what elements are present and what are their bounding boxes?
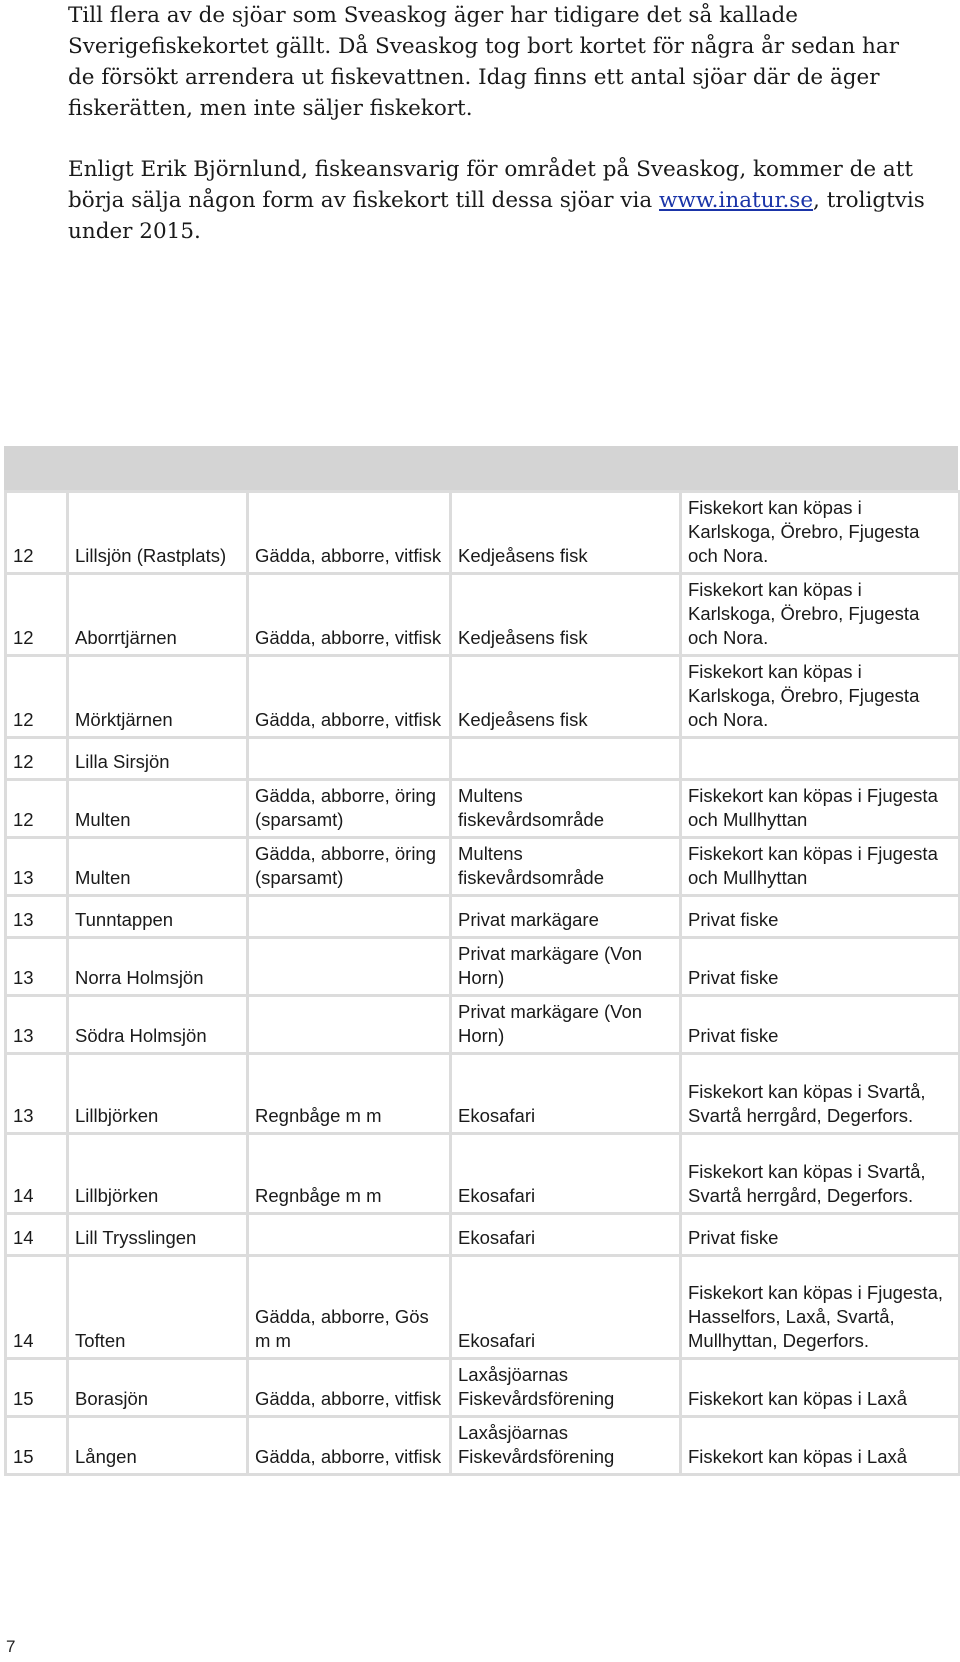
lake-name-cell: Lången [68,1417,248,1475]
row-number-cell: 12 [6,780,68,838]
fishing-rights-cell: Multens fiskevårdsområde [451,780,681,838]
table-row [6,780,960,838]
lake-name-cell: Multen [68,780,248,838]
table-row [6,492,960,574]
permit-info-cell: Fiskekort kan köpas i Karlskoga, Örebro, Fjugesta och Nora. [681,656,960,738]
fish-species-cell: Regnbåge m m [248,1054,451,1134]
table-header-bar [4,446,958,490]
fishing-rights-cell: Ekosafari [451,1256,681,1359]
fishing-waters-table-container [4,446,958,1476]
row-number-cell: 13 [6,838,68,896]
lake-name-cell: Aborrtjärnen [68,574,248,656]
lake-name-cell: Tunntappen [68,896,248,938]
fish-species-cell [248,996,451,1054]
row-number-cell: 12 [6,492,68,574]
permit-info-cell: Fiskekort kan köpas i Karlskoga, Örebro, Fjugesta och Nora. [681,492,960,574]
permit-info-cell [681,738,960,780]
table-row [6,996,960,1054]
row-number-cell: 12 [6,656,68,738]
page-number: 7 [6,1637,16,1656]
table-row [6,656,960,738]
permit-info-cell: Fiskekort kan köpas i Svartå, Svartå herrgård, Degerfors. [681,1054,960,1134]
table-row [6,896,960,938]
permit-info-cell: Fiskekort kan köpas i Karlskoga, Örebro, Fjugesta och Nora. [681,574,960,656]
permit-info-cell: Fiskekort kan köpas i Laxå [681,1417,960,1475]
table-row [6,1214,960,1256]
intro-paragraph-2 [68,154,928,247]
fish-species-cell [248,938,451,996]
table-row [6,1256,960,1359]
fish-species-cell: Gädda, abborre, vitfisk [248,1359,451,1417]
fish-species-cell [248,896,451,938]
intro-paragraph-2-end: , troligtvis under 2015. [68,188,925,244]
fishing-rights-cell: Privat markägare (Von Horn) [451,938,681,996]
table-row [6,1134,960,1214]
row-number-cell: 13 [6,996,68,1054]
permit-info-cell: Privat fiske [681,996,960,1054]
row-number-cell: 13 [6,1054,68,1134]
row-number-cell: 12 [6,738,68,780]
permit-info-cell: Privat fiske [681,1214,960,1256]
fish-species-cell: Gädda, abborre, öring (sparsamt) [248,838,451,896]
fish-species-cell [248,1214,451,1256]
table-row [6,1417,960,1475]
fishing-rights-cell: Kedjeåsens fisk [451,492,681,574]
fishing-rights-cell: Kedjeåsens fisk [451,574,681,656]
lake-name-cell: Mörktjärnen [68,656,248,738]
table-row [6,1359,960,1417]
permit-info-cell: Privat fiske [681,896,960,938]
intro-text [68,0,928,247]
table-row [6,838,960,896]
row-number-cell: 13 [6,896,68,938]
row-number-cell: 15 [6,1359,68,1417]
fish-species-cell [248,738,451,780]
fishing-rights-cell [451,738,681,780]
inatur-link[interactable]: www.inatur.se [659,188,814,213]
permit-info-cell: Fiskekort kan köpas i Fjugesta, Hasselfors, Laxå, Svartå, Mullhyttan, Degerfors. [681,1256,960,1359]
row-number-cell: 13 [6,938,68,996]
table-row [6,738,960,780]
fishing-rights-cell: Ekosafari [451,1054,681,1134]
row-number-cell: 12 [6,574,68,656]
row-number-cell: 14 [6,1256,68,1359]
table-body [6,492,960,1475]
intro-paragraph-2-start: Enligt Erik Björnlund, fiskeansvarig för området på Sveaskog, kommer de att börja sälja någon form av fiskekort till dessa sjöar via [68,157,913,213]
fish-species-cell: Gädda, abborre, vitfisk [248,492,451,574]
fishing-rights-cell: Privat markägare [451,896,681,938]
permit-info-cell: Privat fiske [681,938,960,996]
intro-paragraph-1: Till flera av de sjöar som Sveaskog äger har tidigare det så kallade Sverigefiskekortet gällt. Då Sveaskog tog bort kortet för några år sedan har de försökt arrendera ut fiskevattnen. Idag finns ett antal sjöar där de äger fiskerätten, men inte säljer fiskekort. [68,3,899,121]
permit-info-cell: Fiskekort kan köpas i Fjugesta och Mullhyttan [681,838,960,896]
fishing-waters-table [4,490,960,1476]
lake-name-cell: Lill Trysslingen [68,1214,248,1256]
lake-name-cell: Multen [68,838,248,896]
lake-name-cell: Södra Holmsjön [68,996,248,1054]
lake-name-cell: Lillbjörken [68,1134,248,1214]
row-number-cell: 14 [6,1134,68,1214]
fishing-rights-cell: Laxåsjöarnas Fiskevårdsförening [451,1359,681,1417]
fish-species-cell: Gädda, abborre, vitfisk [248,656,451,738]
fish-species-cell: Gädda, abborre, vitfisk [248,1417,451,1475]
row-number-cell: 15 [6,1417,68,1475]
fishing-rights-cell: Laxåsjöarnas Fiskevårdsförening [451,1417,681,1475]
fish-species-cell: Regnbåge m m [248,1134,451,1214]
fish-species-cell: Gädda, abborre, Gös m m [248,1256,451,1359]
fish-species-cell: Gädda, abborre, öring (sparsamt) [248,780,451,838]
lake-name-cell: Toften [68,1256,248,1359]
permit-info-cell: Fiskekort kan köpas i Svartå, Svartå herrgård, Degerfors. [681,1134,960,1214]
lake-name-cell: Borasjön [68,1359,248,1417]
fishing-rights-cell: Ekosafari [451,1134,681,1214]
lake-name-cell: Lilla Sirsjön [68,738,248,780]
permit-info-cell: Fiskekort kan köpas i Laxå [681,1359,960,1417]
row-number-cell: 14 [6,1214,68,1256]
permit-info-cell: Fiskekort kan köpas i Fjugesta och Mullhyttan [681,780,960,838]
fishing-rights-cell: Ekosafari [451,1214,681,1256]
fishing-rights-cell: Kedjeåsens fisk [451,656,681,738]
table-row [6,574,960,656]
table-row [6,1054,960,1134]
fishing-rights-cell: Privat markägare (Von Horn) [451,996,681,1054]
table-row [6,938,960,996]
lake-name-cell: Lillsjön (Rastplats) [68,492,248,574]
lake-name-cell: Lillbjörken [68,1054,248,1134]
lake-name-cell: Norra Holmsjön [68,938,248,996]
fish-species-cell: Gädda, abborre, vitfisk [248,574,451,656]
fishing-rights-cell: Multens fiskevårdsområde [451,838,681,896]
